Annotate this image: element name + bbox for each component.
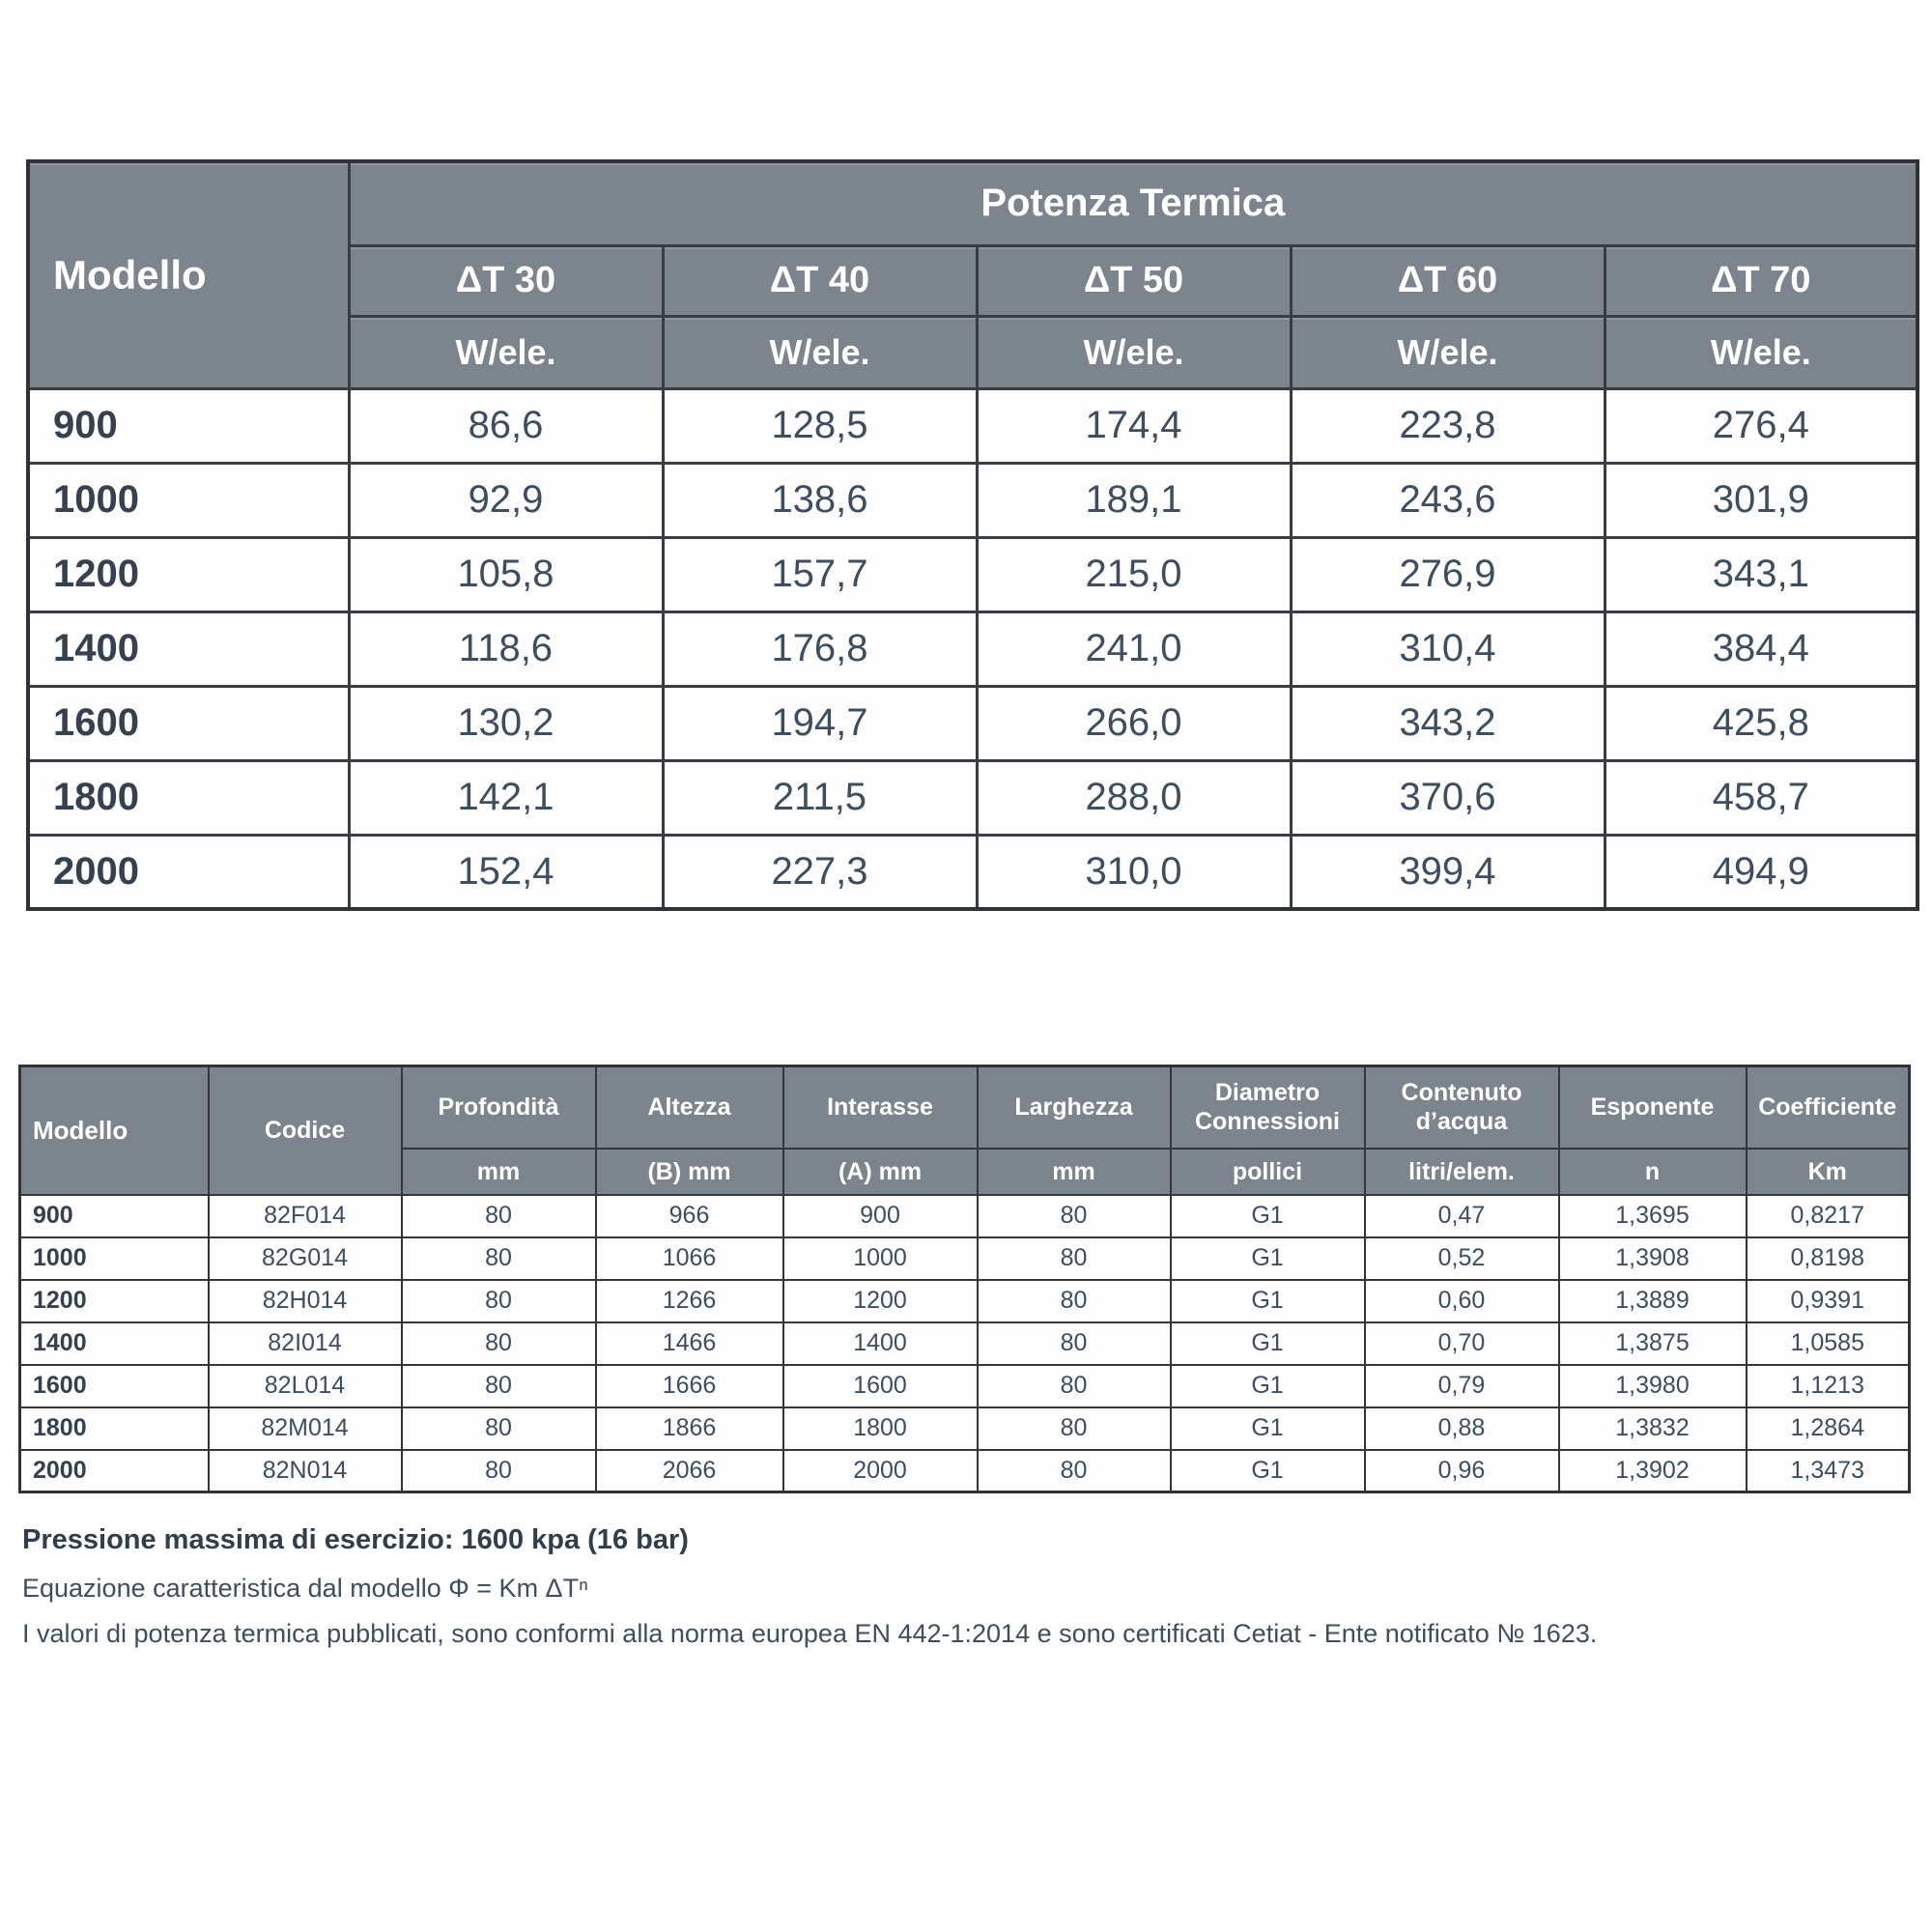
value-cell: 0,96 <box>1365 1450 1559 1492</box>
value-cell: 0,52 <box>1365 1237 1559 1280</box>
value-cell: 2066 <box>596 1450 783 1492</box>
column-header: Esponente <box>1559 1066 1747 1149</box>
value-cell: 223,8 <box>1291 388 1605 463</box>
unit-header: W/ele. <box>663 316 977 388</box>
table1-title: Potenza Termica <box>349 161 1918 245</box>
table-row <box>28 388 1918 463</box>
value-cell: 86,6 <box>349 388 663 463</box>
potenza-termica-table <box>26 159 1919 911</box>
model-cell: 2000 <box>28 835 349 909</box>
value-cell: 343,1 <box>1605 537 1918 611</box>
value-cell: 1666 <box>596 1365 783 1407</box>
model-cell: 1200 <box>28 537 349 611</box>
unit-header: (B) mm <box>596 1149 783 1195</box>
value-cell: 370,6 <box>1291 760 1605 835</box>
unit-header: W/ele. <box>977 316 1291 388</box>
table-row <box>28 463 1918 537</box>
value-cell: G1 <box>1171 1322 1365 1365</box>
value-cell: 80 <box>402 1237 596 1280</box>
value-cell: 211,5 <box>663 760 977 835</box>
value-cell: 276,4 <box>1605 388 1918 463</box>
table2-code-header: Codice <box>209 1066 402 1195</box>
value-cell: 0,88 <box>1365 1407 1559 1450</box>
value-cell: 80 <box>978 1195 1171 1237</box>
value-cell: 425,8 <box>1605 686 1918 760</box>
value-cell: 0,8217 <box>1747 1195 1910 1237</box>
value-cell: 0,79 <box>1365 1365 1559 1407</box>
value-cell: 288,0 <box>977 760 1291 835</box>
value-cell: G1 <box>1171 1407 1365 1450</box>
value-cell: 399,4 <box>1291 835 1605 909</box>
value-cell: 1066 <box>596 1237 783 1280</box>
value-cell: 1800 <box>783 1407 978 1450</box>
column-header: ΔT 60 <box>1291 245 1605 316</box>
unit-header: (A) mm <box>783 1149 978 1195</box>
model-cell: 1800 <box>20 1407 209 1450</box>
column-header: ΔT 40 <box>663 245 977 316</box>
code-cell: 82M014 <box>209 1407 402 1450</box>
value-cell: 276,9 <box>1291 537 1605 611</box>
value-cell: 157,7 <box>663 537 977 611</box>
value-cell: 0,70 <box>1365 1322 1559 1365</box>
value-cell: 1,3875 <box>1559 1322 1747 1365</box>
value-cell: 1,3889 <box>1559 1280 1747 1322</box>
value-cell: 1,3695 <box>1559 1195 1747 1237</box>
column-header: Interasse <box>783 1066 978 1149</box>
value-cell: G1 <box>1171 1280 1365 1322</box>
value-cell: 215,0 <box>977 537 1291 611</box>
value-cell: 1,1213 <box>1747 1365 1910 1407</box>
code-cell: 82I014 <box>209 1322 402 1365</box>
column-header: Diametro Connessioni <box>1171 1066 1365 1149</box>
unit-header: W/ele. <box>1291 316 1605 388</box>
value-cell: 194,7 <box>663 686 977 760</box>
model-cell: 1800 <box>28 760 349 835</box>
value-cell: 80 <box>402 1195 596 1237</box>
value-cell: 1,3473 <box>1747 1450 1910 1492</box>
table-row <box>20 1237 1910 1280</box>
value-cell: 0,47 <box>1365 1195 1559 1237</box>
value-cell: 310,4 <box>1291 611 1605 686</box>
value-cell: 0,9391 <box>1747 1280 1910 1322</box>
value-cell: 241,0 <box>977 611 1291 686</box>
value-cell: 0,60 <box>1365 1280 1559 1322</box>
table-row <box>28 835 1918 909</box>
value-cell: 966 <box>596 1195 783 1237</box>
unit-header: pollici <box>1171 1149 1365 1195</box>
value-cell: 92,9 <box>349 463 663 537</box>
model-cell: 1000 <box>28 463 349 537</box>
value-cell: 1200 <box>783 1280 978 1322</box>
table2-model-header: Modello <box>20 1066 209 1195</box>
footer-notes <box>22 1524 1887 1649</box>
dimensions-table <box>18 1065 1911 1493</box>
code-cell: 82G014 <box>209 1237 402 1280</box>
value-cell: 118,6 <box>349 611 663 686</box>
unit-header: mm <box>402 1149 596 1195</box>
max-pressure-note: Pressione massima di esercizio: 1600 kpa (16 bar) <box>22 1524 689 1555</box>
table-row <box>20 1450 1910 1492</box>
value-cell: 266,0 <box>977 686 1291 760</box>
value-cell: 1,3908 <box>1559 1237 1747 1280</box>
value-cell: 1,2864 <box>1747 1407 1910 1450</box>
value-cell: 1866 <box>596 1407 783 1450</box>
value-cell: 174,4 <box>977 388 1291 463</box>
model-cell: 1400 <box>20 1322 209 1365</box>
value-cell: 105,8 <box>349 537 663 611</box>
value-cell: 130,2 <box>349 686 663 760</box>
code-cell: 82F014 <box>209 1195 402 1237</box>
table1-model-header: Modello <box>28 161 349 388</box>
model-cell: 1600 <box>28 686 349 760</box>
code-cell: 82N014 <box>209 1450 402 1492</box>
value-cell: 227,3 <box>663 835 977 909</box>
value-cell: 80 <box>978 1365 1171 1407</box>
column-header: Larghezza <box>978 1066 1171 1149</box>
value-cell: G1 <box>1171 1237 1365 1280</box>
column-header: Contenuto d’acqua <box>1365 1066 1559 1149</box>
table-row <box>28 686 1918 760</box>
table-row <box>20 1280 1910 1322</box>
value-cell: G1 <box>1171 1365 1365 1407</box>
value-cell: 310,0 <box>977 835 1291 909</box>
value-cell: 80 <box>978 1322 1171 1365</box>
model-cell: 1200 <box>20 1280 209 1322</box>
value-cell: 80 <box>402 1322 596 1365</box>
table-row <box>20 1195 1910 1237</box>
value-cell: 142,1 <box>349 760 663 835</box>
column-header: ΔT 70 <box>1605 245 1918 316</box>
value-cell: 189,1 <box>977 463 1291 537</box>
table-row <box>20 1322 1910 1365</box>
value-cell: 1266 <box>596 1280 783 1322</box>
model-cell: 900 <box>20 1195 209 1237</box>
value-cell: 80 <box>402 1407 596 1450</box>
value-cell: G1 <box>1171 1195 1365 1237</box>
column-header: ΔT 50 <box>977 245 1291 316</box>
model-cell: 900 <box>28 388 349 463</box>
value-cell: 0,8198 <box>1747 1237 1910 1280</box>
model-cell: 1000 <box>20 1237 209 1280</box>
equation-note: Equazione caratteristica dal modello Φ = Km ΔTⁿ <box>22 1574 588 1603</box>
table-row <box>20 1407 1910 1450</box>
value-cell: 80 <box>978 1237 1171 1280</box>
model-cell: 1400 <box>28 611 349 686</box>
certification-note: I valori di potenza termica pubblicati, sono conformi alla norma europea EN 442-1:2014 e sono certificati Cetiat - Ente notificato № 1623. <box>22 1619 1598 1648</box>
table-row <box>28 760 1918 835</box>
table-row <box>20 1365 1910 1407</box>
unit-header: Km <box>1747 1149 1910 1195</box>
table1-title-row <box>28 161 1918 245</box>
column-header: ΔT 30 <box>349 245 663 316</box>
value-cell: 1466 <box>596 1322 783 1365</box>
value-cell: 1,3832 <box>1559 1407 1747 1450</box>
value-cell: 152,4 <box>349 835 663 909</box>
value-cell: 176,8 <box>663 611 977 686</box>
table-row <box>28 537 1918 611</box>
value-cell: 128,5 <box>663 388 977 463</box>
value-cell: 343,2 <box>1291 686 1605 760</box>
column-header: Profondità <box>402 1066 596 1149</box>
unit-header: W/ele. <box>349 316 663 388</box>
value-cell: 1,0585 <box>1747 1322 1910 1365</box>
value-cell: 301,9 <box>1605 463 1918 537</box>
value-cell: 80 <box>402 1450 596 1492</box>
value-cell: 494,9 <box>1605 835 1918 909</box>
unit-header: mm <box>978 1149 1171 1195</box>
value-cell: 1600 <box>783 1365 978 1407</box>
unit-header: W/ele. <box>1605 316 1918 388</box>
value-cell: 138,6 <box>663 463 977 537</box>
value-cell: 1400 <box>783 1322 978 1365</box>
value-cell: 80 <box>402 1280 596 1322</box>
value-cell: 80 <box>978 1450 1171 1492</box>
column-header: Coefficiente <box>1747 1066 1910 1149</box>
table2-label-row <box>20 1066 1910 1149</box>
value-cell: 80 <box>402 1365 596 1407</box>
value-cell: 900 <box>783 1195 978 1237</box>
value-cell: 243,6 <box>1291 463 1605 537</box>
unit-header: n <box>1559 1149 1747 1195</box>
code-cell: 82L014 <box>209 1365 402 1407</box>
value-cell: 458,7 <box>1605 760 1918 835</box>
value-cell: 1,3902 <box>1559 1450 1747 1492</box>
value-cell: 2000 <box>783 1450 978 1492</box>
model-cell: 1600 <box>20 1365 209 1407</box>
unit-header: litri/elem. <box>1365 1149 1559 1195</box>
value-cell: 384,4 <box>1605 611 1918 686</box>
value-cell: 1,3980 <box>1559 1365 1747 1407</box>
column-header: Altezza <box>596 1066 783 1149</box>
model-cell: 2000 <box>20 1450 209 1492</box>
table-row <box>28 611 1918 686</box>
code-cell: 82H014 <box>209 1280 402 1322</box>
value-cell: 1000 <box>783 1237 978 1280</box>
value-cell: 80 <box>978 1280 1171 1322</box>
value-cell: 80 <box>978 1407 1171 1450</box>
value-cell: G1 <box>1171 1450 1365 1492</box>
